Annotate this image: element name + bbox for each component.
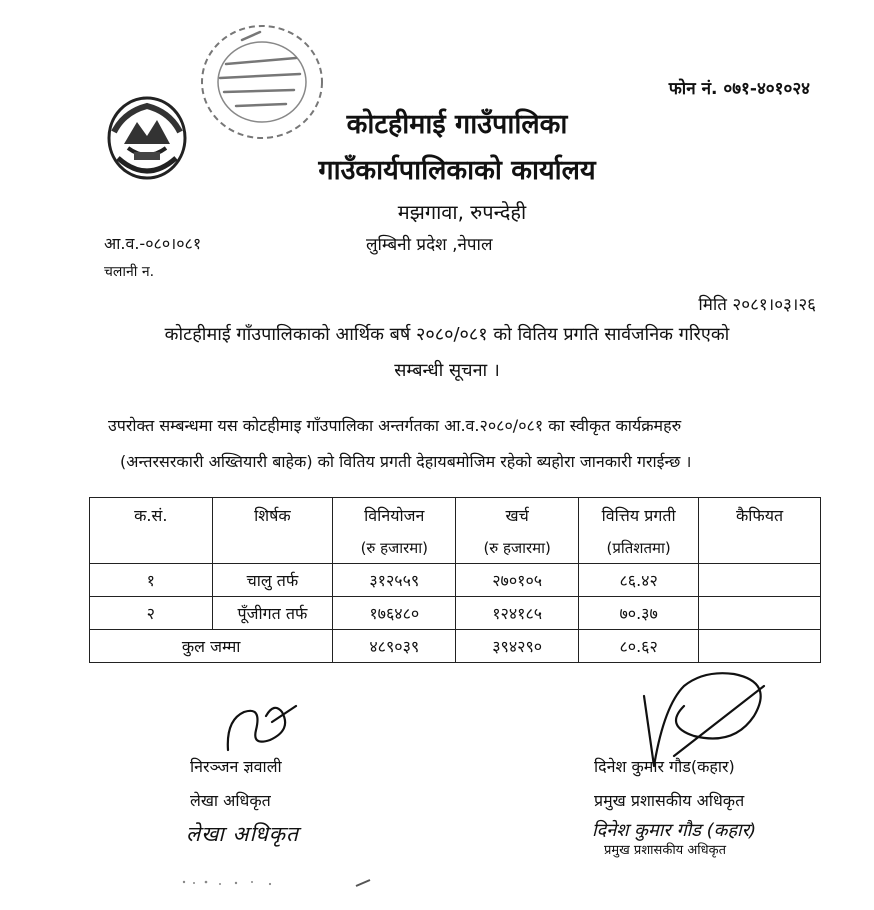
office-subtitle: गाउँकार्यपालिकाको कार्यालय bbox=[318, 155, 596, 186]
header-allocation-label: विनियोजन bbox=[364, 506, 425, 525]
table-total-row bbox=[90, 630, 821, 663]
header-allocation bbox=[333, 498, 456, 564]
header-expense bbox=[456, 498, 579, 564]
row-progress: ७०.३७ bbox=[579, 597, 699, 630]
scan-noise-icon bbox=[180, 876, 380, 890]
cao-role: प्रमुख प्रशासकीय अधिकृत bbox=[594, 791, 745, 810]
total-progress: ८०.६२ bbox=[579, 630, 699, 663]
accounts-officer-stamp: लेखा अधिकृत bbox=[186, 822, 300, 846]
table-header-row bbox=[90, 498, 821, 564]
row-allocation: ३१२५५९ bbox=[333, 564, 456, 597]
office-name: कोटहीमाई गाउँपालिका bbox=[346, 109, 568, 140]
header-progress-unit: (प्रतिशतमा) bbox=[606, 539, 671, 557]
table-row bbox=[90, 564, 821, 597]
subject-line-2: सम्बन्धी सूचना । bbox=[394, 360, 500, 381]
table-row bbox=[90, 597, 821, 630]
row-title: चालु तर्फ bbox=[212, 564, 333, 597]
row-expense: २७०१०५ bbox=[456, 564, 579, 597]
financial-progress-table bbox=[89, 497, 821, 663]
cao-name: दिनेश कुमार गौड(कहार) bbox=[594, 757, 735, 776]
row-sn: २ bbox=[90, 597, 213, 630]
total-allocation: ४८९०३९ bbox=[333, 630, 456, 663]
header-expense-label: खर्च bbox=[505, 506, 529, 525]
accounts-officer-role: लेखा अधिकृत bbox=[190, 791, 271, 810]
province: लुम्बिनी प्रदेश ,नेपाल bbox=[366, 235, 493, 255]
header-expense-unit: (रु हजारमा) bbox=[483, 539, 551, 557]
row-remarks bbox=[699, 597, 821, 630]
office-address: मझगावा, रुपन्देही bbox=[397, 200, 527, 224]
header-sn: क.सं. bbox=[90, 498, 213, 564]
row-progress: ८६.४२ bbox=[579, 564, 699, 597]
row-allocation: १७६४८० bbox=[333, 597, 456, 630]
total-label: कुल जम्मा bbox=[90, 630, 333, 663]
letter-date: मिति २०८१।०३।२६ bbox=[698, 295, 816, 315]
header-progress-label: वित्तिय प्रगती bbox=[601, 506, 676, 525]
left-signature-icon bbox=[222, 700, 302, 756]
header-remarks: कैफियत bbox=[699, 498, 821, 564]
body-line-2: (अन्तरसरकारी अख्तियारी बाहेक) को वितिय प्रगती देहायबमोजिम रहेको ब्यहोरा जानकारी गराईन्छ । bbox=[120, 452, 692, 471]
row-title: पूँजीगत तर्फ bbox=[212, 597, 333, 630]
accounts-officer-name: निरञ्जन ज्ञवाली bbox=[190, 757, 282, 776]
header-progress bbox=[579, 498, 699, 564]
total-expense: ३९४२९० bbox=[456, 630, 579, 663]
header-title: शिर्षक bbox=[212, 498, 333, 564]
dispatch-number: चलानी न. bbox=[104, 264, 155, 280]
row-remarks bbox=[699, 564, 821, 597]
cao-stamp-role: प्रमुख प्रशासकीय अधिकृत bbox=[604, 843, 727, 858]
row-expense: १२४१८५ bbox=[456, 597, 579, 630]
fiscal-year: आ.व.-०८०।०८१ bbox=[104, 234, 202, 253]
phone-number: फोन नं. ०७१-४०१०२४ bbox=[668, 79, 810, 99]
cao-stamp-name: दिनेश कुमार गौड (कहार) bbox=[592, 820, 757, 841]
total-remarks bbox=[699, 630, 821, 663]
subject-line-1: कोटहीमाई गाँउपालिकाको आर्थिक बर्ष २०८०/०८१ को वितिय प्रगति सार्वजनिक गरिएको bbox=[164, 324, 730, 345]
row-sn: १ bbox=[90, 564, 213, 597]
body-line-1: उपरोक्त सम्बन्धमा यस कोटहीमाइ गाँउपालिका अन्तर्गतका आ.व.२०८०/०८१ का स्वीकृत कार्यक्रमहरु bbox=[108, 416, 682, 435]
header-allocation-unit: (रु हजारमा) bbox=[360, 539, 428, 557]
